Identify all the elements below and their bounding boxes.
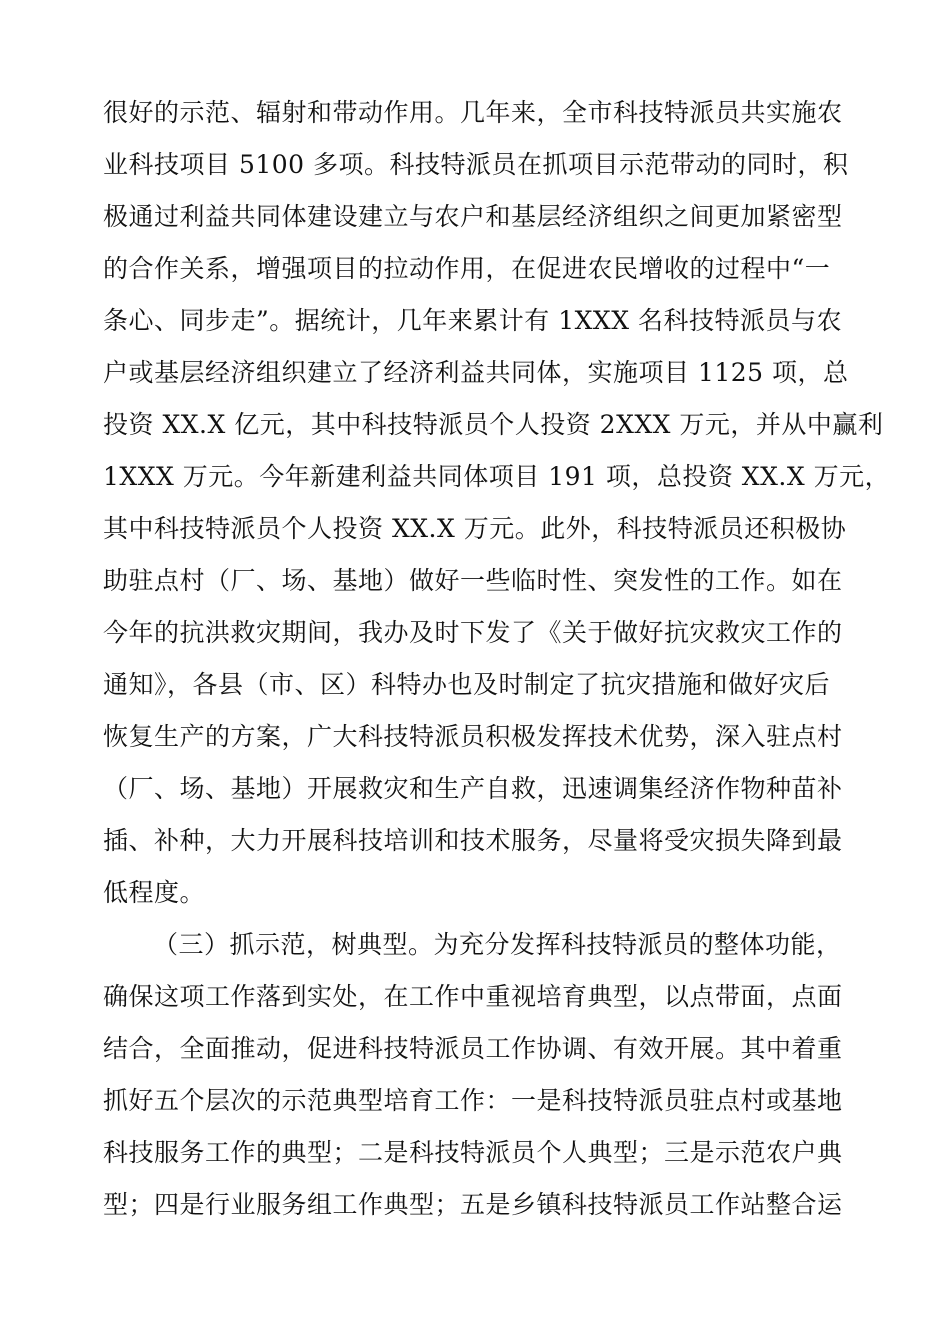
text-line: 投资 XX.X 亿元，其中科技特派员个人投资 2XXX 万元，并从中赢利 bbox=[103, 410, 884, 439]
text-line: 低程度。 bbox=[103, 878, 206, 907]
text-line: 极通过利益共同体建设建立与农户和基层经济组织之间更加紧密型 bbox=[103, 202, 843, 231]
text-line: 结合，全面推动，促进科技特派员工作协调、有效开展。其中着重 bbox=[103, 1034, 843, 1063]
text-line: 户或基层经济组织建立了经济利益共同体，实施项目 1125 项，总 bbox=[103, 358, 849, 387]
text-line: 其中科技特派员个人投资 XX.X 万元。此外，科技特派员还积极协 bbox=[103, 514, 847, 543]
text-line: 1XXX 万元。今年新建利益共同体项目 191 项，总投资 XX.X 万元， bbox=[103, 462, 891, 491]
text-line: （厂、场、基地）开展救灾和生产自救，迅速调集经济作物种苗补 bbox=[103, 774, 843, 803]
text-line: 的合作关系，增强项目的拉动作用，在促进农民增收的过程中“一 bbox=[103, 254, 831, 283]
text-line: 助驻点村（厂、场、基地）做好一些临时性、突发性的工作。如在 bbox=[103, 566, 843, 595]
text-line: 通知》，各县（市、区）科特办也及时制定了抗灾措施和做好灾后 bbox=[103, 670, 831, 699]
text-line: 确保这项工作落到实处，在工作中重视培育典型，以点带面，点面 bbox=[103, 982, 843, 1011]
text-line: 条心、同步走”。据统计，几年来累计有 1XXX 名科技特派员与农 bbox=[103, 306, 842, 335]
text-line: 抓好五个层次的示范典型培育工作：一是科技特派员驻点村或基地 bbox=[103, 1086, 843, 1115]
text-line: 型；四是行业服务组工作典型；五是乡镇科技特派员工作站整合运 bbox=[103, 1190, 843, 1219]
text-line: 今年的抗洪救灾期间，我办及时下发了《关于做好抗灾救灾工作的 bbox=[103, 618, 843, 647]
text-line: 很好的示范、辐射和带动作用。几年来，全市科技特派员共实施农 bbox=[103, 98, 843, 127]
section-heading-line: （三）抓示范，树典型。为充分发挥科技特派员的整体功能， bbox=[153, 930, 842, 959]
text-line: 科技服务工作的典型；二是科技特派员个人典型；三是示范农户典 bbox=[103, 1138, 843, 1167]
text-line: 业科技项目 5100 多项。科技特派员在抓项目示范带动的同时，积 bbox=[103, 150, 849, 179]
text-line: 插、补种，大力开展科技培训和技术服务，尽量将受灾损失降到最 bbox=[103, 826, 843, 855]
text-line: 恢复生产的方案，广大科技特派员积极发挥技术优势，深入驻点村 bbox=[103, 722, 843, 751]
